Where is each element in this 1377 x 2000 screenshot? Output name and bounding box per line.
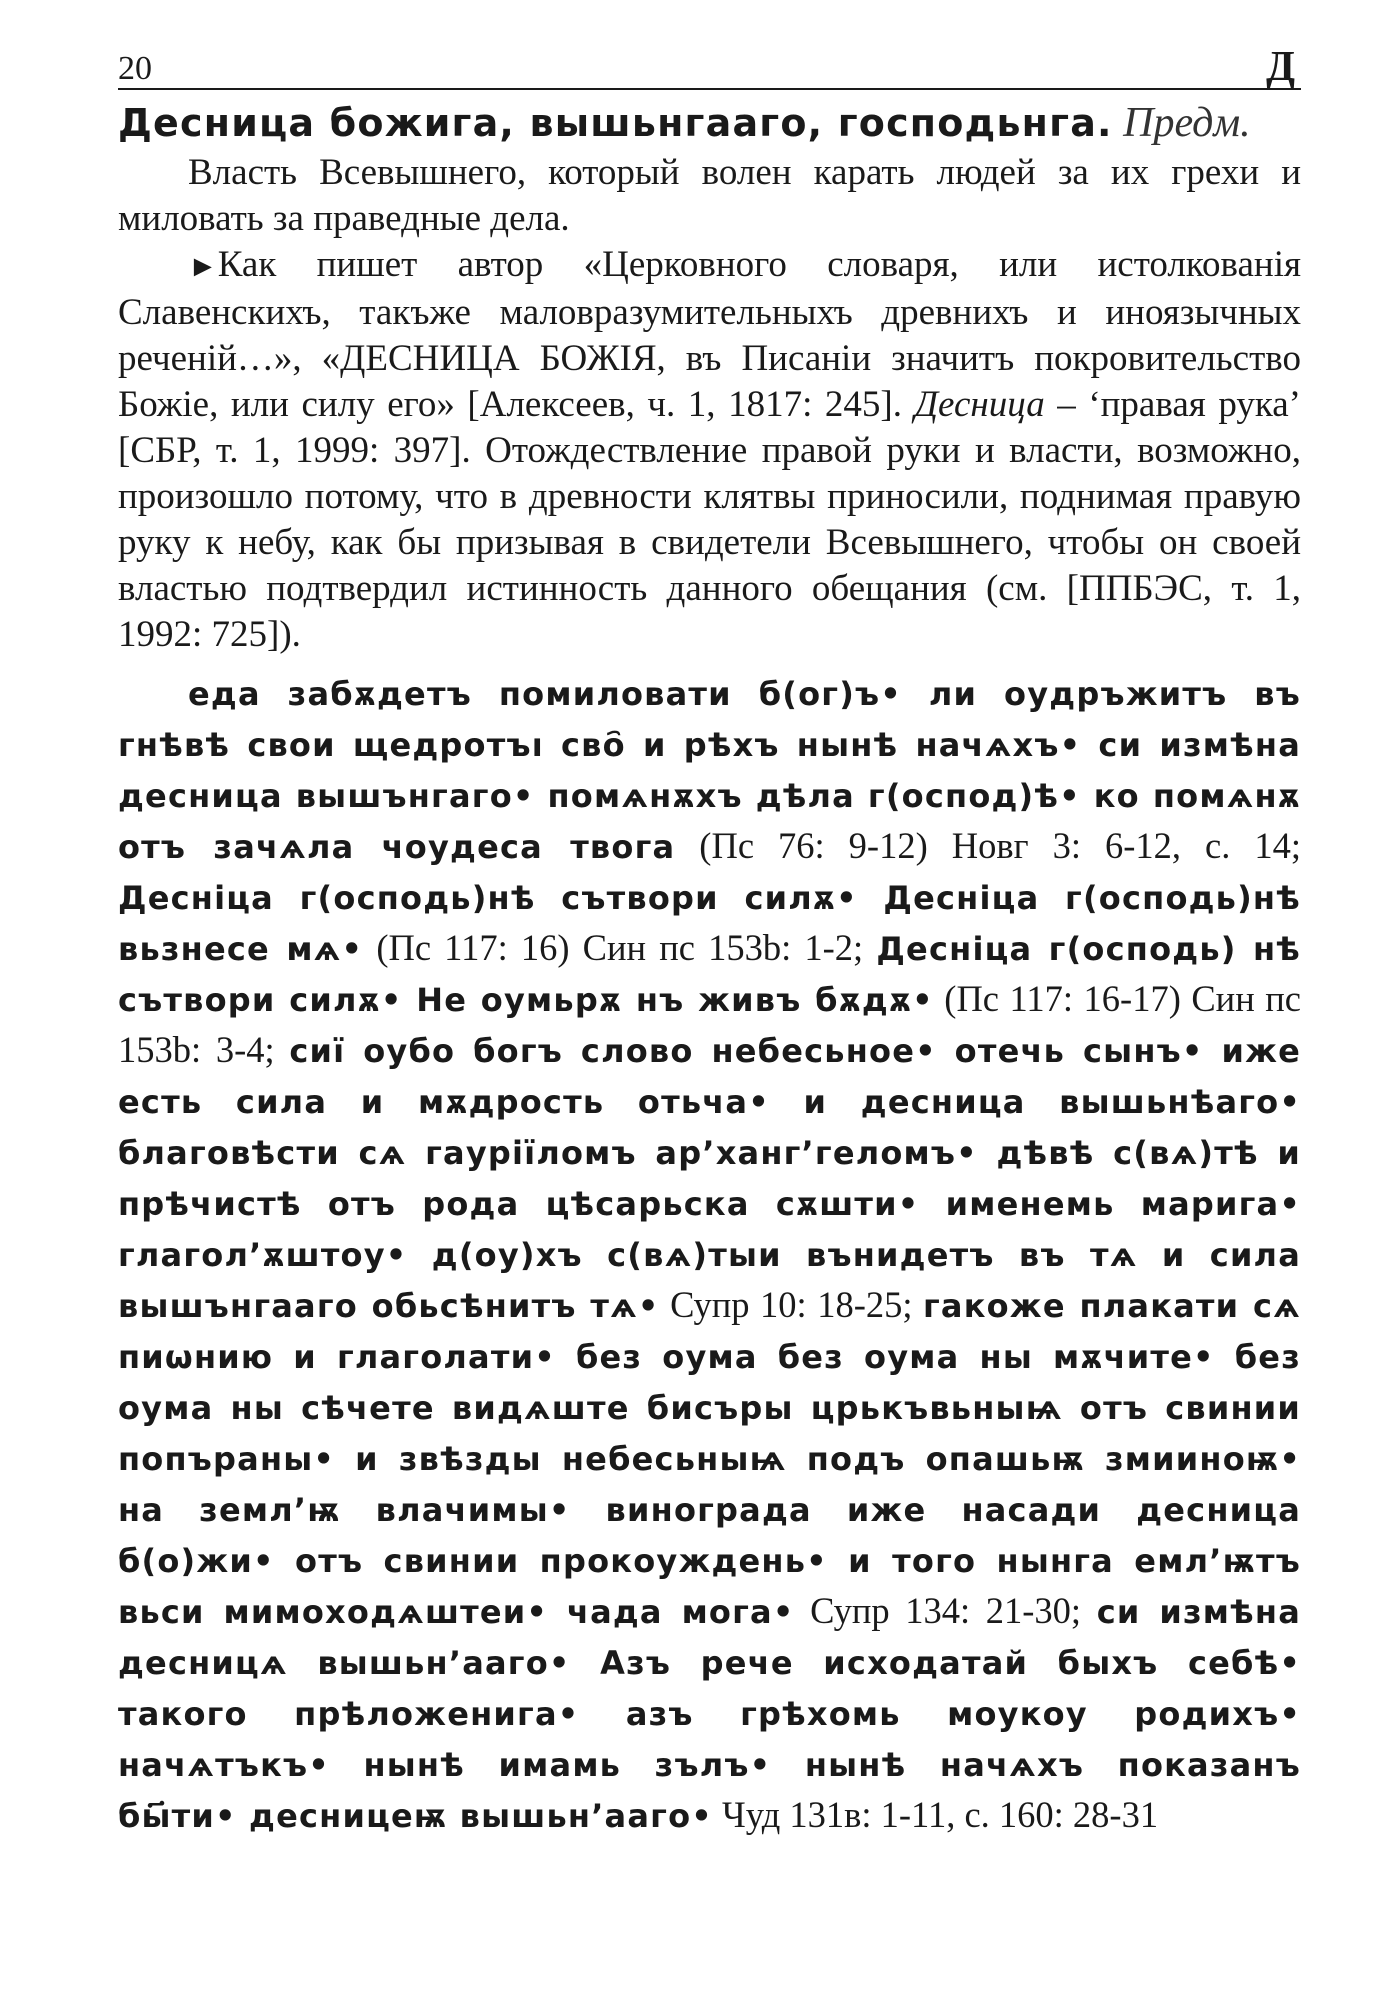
example-quote: сиї оубо богъ слово небесьное• отечь сынъ• иже есть сила и мѫдрость отьча• и десница вышьнѣаго• благовѣсти сѧ гаурiїломъ ар’ханг’геломъ• дѣвѣ с(вѧ)тѣ и прѣчистѣ отъ рода цѣсарьска сѫшти• именемь марига• глагол’ѫштоу• д(оу)хъ с(вѧ)тыи вънидетъ въ тѧ и сила вышънгааго обьсѣнитъ тѧ• xyxy=(118,1032,1302,1325)
example-quote: Десніца г(осподь)нѣ сътвори силѫ• Десніца г(осподь)нѣ вьзнесе мѧ• xyxy=(118,879,1301,968)
example-source: Супр 134: 21-30; xyxy=(794,1590,1097,1631)
commentary-italic-term: Десница xyxy=(914,384,1045,425)
part-of-speech: Предм. xyxy=(1123,100,1251,146)
page-number: 20 xyxy=(118,50,152,87)
example-source: (Пс 117: 16) Син пс 153b: 1-2; xyxy=(363,927,877,968)
entry-heading xyxy=(118,96,1301,150)
example-source: (Пс 76: 9-12) Новг 3: 6-12, с. 14; xyxy=(675,825,1301,866)
example-source: Супр 10: 18-25; xyxy=(659,1284,923,1325)
page-header xyxy=(118,44,1301,90)
commentary-text-2: – ‘правая рука’ [СБР, т. 1, 1999: 397]. Отождествление правой руки и власти, возможно, произошло потому, что в древности клятвы приносили, поднимая правую руку к небу, как бы призывая в свидетели Всевышнего, чтобы он своей властью подтвердил истинность данного обещания (см. [ППБЭС, т. 1, 1992: 725]). xyxy=(118,384,1301,655)
examples-block xyxy=(118,668,1301,1841)
example-source: (Пс 117: 16-17) Син пс 153b: 3-4; xyxy=(118,978,1301,1070)
example-quote: си измѣна десницѧ вышьн’ааго• Азъ рече исходатай быхъ себѣ• такого прѣложенига• азъ грѣхомь моукоу родихъ• начѧтъкъ• нынѣ имамь зълъ• нынѣ начѧхъ показанъ бы҃ти• десницеѭ вышьн’ааго• xyxy=(118,1593,1301,1835)
commentary-text-1: Как пишет автор «Церковного словаря, или истолкованія Славенскихъ, такъже маловразумительныхъ древнихъ и иноязычных реченій…», «ДЕСНИЦА БОЖІЯ, въ Писаніи значитъ покровительство Божіе, или силу его» [Алексеев, ч. 1, 1817: 245]. xyxy=(118,244,1301,425)
example-quote: еда забѫдетъ помиловати б(ог)ъ• ли оудръжитъ въ гнѣвѣ свои щедротъı сво҄ и рѣхъ нынѣ начѧхъ• си измѣна десница вышънгаго• помѧнѫхъ дѣла г(оспод)ѣ• ко помѧнѫ отъ зачѧла чоудеса твога xyxy=(118,675,1301,866)
example-quote: гакоже плакати сѧ пиωнию и глаголати• без оума без оума ны мѫчите• без оума ны сѣчете видѧште бисъры црькъвьныѩ отъ свинии попъраны• и звѣзды небесьныѩ подъ опашьѭ змииноѭ• на земл’ѭ влачимы• винограда иже насади десница б(о)жи• отъ свинии прокоуждень• и того нынга емл’ѭтъ вьси мимоходѧштеи• чада мога• xyxy=(118,1287,1301,1631)
example-source: Чуд 131в: 1-11, с. 160: 28-31 xyxy=(712,1794,1159,1835)
headword: Десница божига, вышьнгааго, господьнга. xyxy=(118,101,1113,145)
section-letter: Д xyxy=(1266,44,1295,90)
example-quote: Десніца г(осподь) нѣ сътвори силѫ• Не оумьрѫ нъ живъ бѫдѫ• xyxy=(118,930,1302,1019)
arrow-icon: ► xyxy=(188,250,218,283)
definition: Власть Всевышнего, который волен карать людей за их грехи и миловать за праведные дела. xyxy=(118,152,1301,239)
commentary xyxy=(118,242,1301,658)
